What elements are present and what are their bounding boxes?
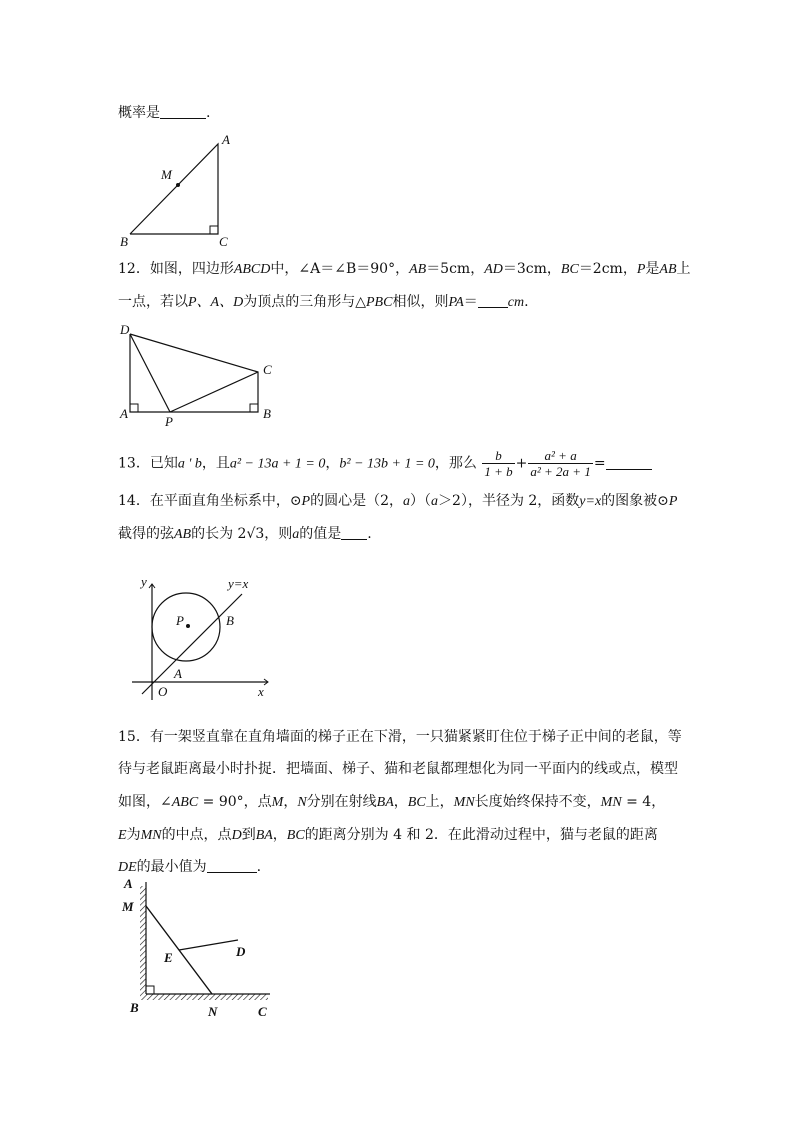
math-n: N [297,795,307,810]
label-b: B [263,406,271,421]
text: ＞2），半径为 2，函数 [438,493,580,509]
label-a: A [120,406,128,421]
label-a: A [124,876,133,891]
math-ab: AB [409,262,427,277]
text: 的最小值为 [136,859,207,875]
q14-line2 [118,525,372,544]
text: ，那么 [434,455,477,472]
text: 14．在平面直角坐标系中，⊙ [118,493,302,509]
text: 分别在射线 [306,794,377,810]
text: 的圆心是（2， [310,493,404,509]
wall-hatch [140,886,146,1000]
text: 长度始终保持不变， [474,794,601,810]
label-m: M [122,899,134,914]
text: 截得的弦 [118,526,174,542]
label-m: M [161,167,172,182]
label-p: P [176,613,184,628]
label-o: O [158,684,168,699]
math-a-ne-b: a ' b [177,456,202,472]
math-fn: y=x [579,494,602,509]
text: 的值是 [299,526,342,542]
text: 的图象被⊙ [601,493,669,509]
text: 到 [241,827,256,843]
text: 的中点，点 [161,827,232,843]
text: 为顶点的三角形与△ [243,294,366,310]
right-angle-b [250,404,258,412]
equals: = [593,455,606,472]
math-de: DE [118,860,137,875]
text: 上， [425,794,454,810]
math-angles: ∠A＝∠B＝90°， [298,261,410,277]
math-ab: AB [174,527,192,542]
point-p [186,624,190,628]
label-b: B [226,613,234,628]
text: 如图，∠ [118,794,172,810]
math-d: D [231,828,242,843]
text: 12．如图，四边形 [118,261,234,277]
answer-blank[interactable] [160,104,206,119]
math-p: P [668,494,678,509]
math-ad: AD [484,262,503,277]
label-d: D [236,944,246,959]
fraction-1 [482,448,514,479]
numerator: b [482,448,514,464]
label-b: B [120,234,128,249]
text: ， [272,827,287,843]
q15-line5 [118,858,261,877]
q15-line4 [118,826,658,845]
text: ，且 [201,455,230,472]
label-b: B [130,1000,139,1015]
math-ab: AB [659,262,677,277]
math-e: E [118,828,127,843]
fraction-2 [528,448,592,479]
math-bc: BC [286,828,305,843]
answer-blank[interactable] [478,293,508,308]
math-m: M [271,795,284,810]
unit: cm [507,295,525,310]
text: 13．已知 [118,455,178,472]
q12-line1 [118,260,691,279]
label-d: D [120,322,130,337]
period: . [367,526,372,542]
figure-quadrilateral [118,322,288,430]
answer-blank[interactable] [341,525,367,540]
figure-coordinate-circle [128,572,278,702]
math-p: P [301,494,311,509]
q11-text: 概率是 [118,105,160,121]
label-yx: y=x [228,576,249,591]
label-a: A [222,132,230,147]
math-ba: BA [376,795,394,810]
label-x: x [258,684,264,699]
text: 15．有一架竖直靠在直角墙面的梯子正在下滑，一只猫紧紧盯住位于梯子正中间的老鼠，等 [118,729,682,745]
segment-dp [130,334,170,412]
math-a: a [403,494,411,509]
text: ＝2cm， [578,261,637,277]
math-a: a [431,494,439,509]
math-mn: MN [453,795,475,810]
math-abcd: ABCD [233,262,271,277]
q11-tail [118,104,210,122]
text: 的距离分别为 4 和 2．在此滑动过程中，猫与老鼠的距离 [304,827,658,843]
text: 是 [645,261,660,277]
numerator: a² + a [528,448,592,464]
math-abc: ABC [171,795,199,810]
label-p: P [165,414,173,429]
segment-ed [179,940,238,950]
text: 中， [270,261,299,277]
denominator: a² + 2a + 1 [530,464,591,479]
quadrilateral-abcd [130,334,258,412]
math-a: a [292,527,300,542]
math-pbc: PBC [366,295,393,310]
text: ＝5cm， [426,261,485,277]
math-ba: BA [255,828,273,843]
text: 的长为 2√3，则 [191,526,293,542]
label-y: y [141,574,147,589]
plus: + [515,455,528,472]
text: 为 [126,827,141,843]
text: = 4， [621,794,666,810]
text: 上 [676,261,691,277]
triangle-abc [130,144,218,234]
math-mn: MN [140,828,162,843]
text: ， [393,794,408,810]
period: . [206,105,211,121]
figure-ladder [118,876,278,1026]
text: 相似，则 [392,294,449,310]
label-n: N [208,1004,218,1019]
text: 待与老鼠距离最小时扑捉．把墙面、梯子、猫和老鼠都理想化为同一平面内的线或点，模型 [118,761,678,777]
denominator: 1 + b [484,464,513,479]
period: . [256,859,262,875]
label-a: A [174,666,182,681]
q15-line2 [118,760,678,778]
label-c: C [263,362,272,377]
segment-pc [170,372,258,412]
text: 一点，若以 [118,294,188,310]
text: ， [283,794,298,810]
answer-blank[interactable] [207,858,257,873]
q15-line3 [118,793,665,812]
right-angle-mark [210,226,218,234]
math-eq1: a² − 13a + 1 = 0 [229,456,326,472]
math-pa: PA [448,295,464,310]
q15-line1 [118,728,682,746]
point-m [176,183,180,187]
text: ， [325,455,340,472]
math-mn: MN [600,795,622,810]
right-angle-a [130,404,138,412]
text: ）（ [410,493,432,509]
q12-line2 [118,293,529,312]
q13 [118,448,652,480]
right-angle-b [146,986,154,994]
math-p: P [636,262,646,277]
text: = 90°，点 [198,794,272,810]
floor-hatch [146,994,268,1000]
math-pad: P、A、D [188,295,244,310]
math-bc: BC [560,262,579,277]
answer-blank[interactable] [606,455,652,470]
period: . [524,294,529,310]
label-c: C [258,1004,267,1019]
q14-line1 [118,492,677,511]
label-c: C [219,234,228,249]
math-eq2: b² − 13b + 1 = 0 [339,456,435,472]
math-bc: BC [407,795,426,810]
text: ＝ [463,294,478,310]
text: ＝3cm， [502,261,561,277]
figure-right-triangle [120,132,240,252]
label-e: E [164,950,173,965]
